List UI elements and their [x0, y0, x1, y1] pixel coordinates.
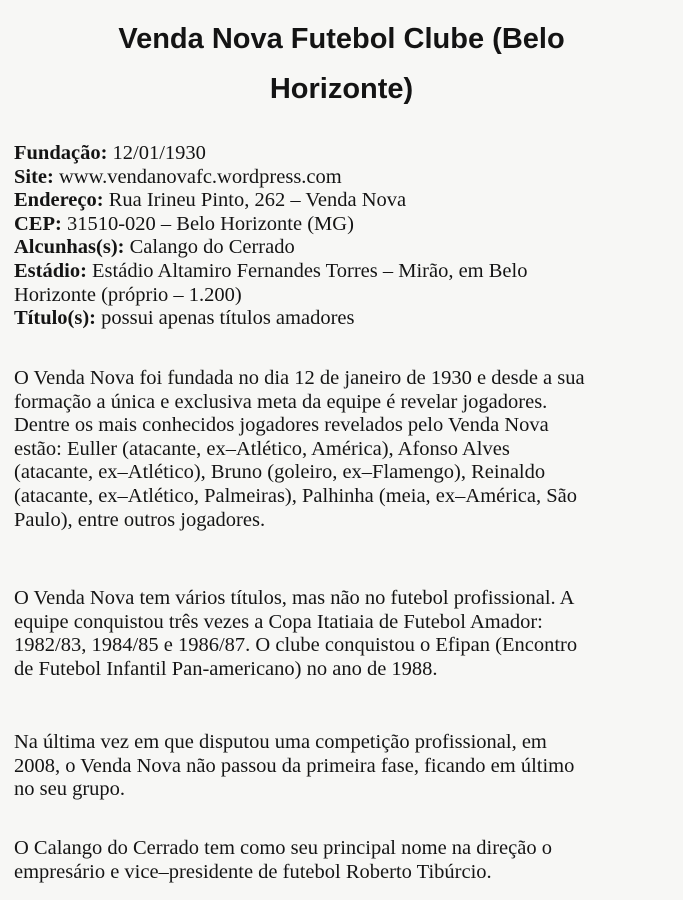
field-label: Endereço: — [14, 189, 104, 212]
field-value: Rua Irineu Pinto, 262 – Venda Nova — [103, 189, 407, 212]
field-cep — [14, 213, 527, 237]
field-endereco — [14, 189, 527, 213]
field-value: 31510-020 – Belo Horizonte (MG) — [61, 212, 354, 235]
field-label: Fundação: — [14, 142, 108, 164]
text-line: 1982/83, 1984/85 e 1986/87. O clube conquistou o Efipan (Encontro — [14, 634, 578, 657]
field-label: Site: — [14, 165, 54, 188]
field-value: www.vendanovafc.wordpress.com — [53, 165, 342, 188]
field-value: Calango do Cerrado — [124, 236, 295, 259]
text-line: O Venda Nova tem vários títulos, mas não no futebol profissional. A — [14, 587, 575, 609]
field-value: 12/01/1930 — [107, 142, 206, 164]
field-label: Estádio: — [14, 259, 87, 282]
text-line: Paulo), entre outros jogadores. — [14, 508, 266, 531]
field-label: Alcunhas(s): — [14, 236, 125, 259]
text-line: no seu grupo. — [14, 778, 126, 801]
text-line: equipe conquistou três vezes a Copa Itatiaia de Futebol Amador: — [14, 610, 543, 633]
text-line: formação a única e exclusiva meta da equipe é revelar jogadores. — [14, 390, 548, 413]
text-line: empresário e vice–presidente de futebol Roberto Tibúrcio. — [14, 860, 492, 883]
paragraph-last-competition — [14, 731, 574, 802]
title-line: Horizonte) — [269, 73, 414, 105]
field-value: possui apenas títulos amadores — [96, 307, 355, 330]
field-alcunhas — [14, 236, 527, 260]
text-line: Na última vez em que disputou uma competição profissional, em — [14, 731, 547, 753]
field-label: Título(s): — [14, 307, 96, 330]
paragraph-history — [14, 367, 585, 532]
field-fundacao — [14, 142, 527, 166]
paragraph-management — [14, 837, 552, 884]
field-estadio-cont: Horizonte (próprio – 1.200) — [14, 283, 242, 306]
page-title — [0, 14, 683, 114]
text-line: 2008, o Venda Nova não passou da primeira fase, ficando em último — [14, 754, 575, 777]
text-line: estão: Euller (atacante, ex–Atlético, América), Afonso Alves — [14, 437, 510, 460]
field-titulos — [14, 307, 527, 331]
text-line: O Calango do Cerrado tem como seu principal nome na direção o — [14, 837, 552, 859]
text-line: (atacante, ex–Atlético, Palmeiras), Palhinha (meia, ex–América, São — [14, 484, 577, 507]
field-value: Estádio Altamiro Fernandes Torres – Mirão, em Belo — [86, 259, 528, 282]
field-site — [14, 166, 527, 190]
field-estadio — [14, 260, 527, 284]
title-line: Venda Nova Futebol Clube (Belo — [118, 23, 565, 55]
text-line: (atacante, ex–Atlético), Bruno (goleiro, ex–Flamengo), Reinaldo — [14, 461, 546, 484]
text-line: Dentre os mais conhecidos jogadores revelados pelo Venda Nova — [14, 414, 549, 437]
text-line: de Futebol Infantil Pan-americano) no ano de 1988. — [14, 657, 438, 680]
club-info-fields — [14, 142, 527, 331]
paragraph-titles — [14, 587, 577, 681]
text-line: O Venda Nova foi fundada no dia 12 de janeiro de 1930 e desde a sua — [14, 367, 585, 389]
field-label: CEP: — [14, 212, 62, 235]
